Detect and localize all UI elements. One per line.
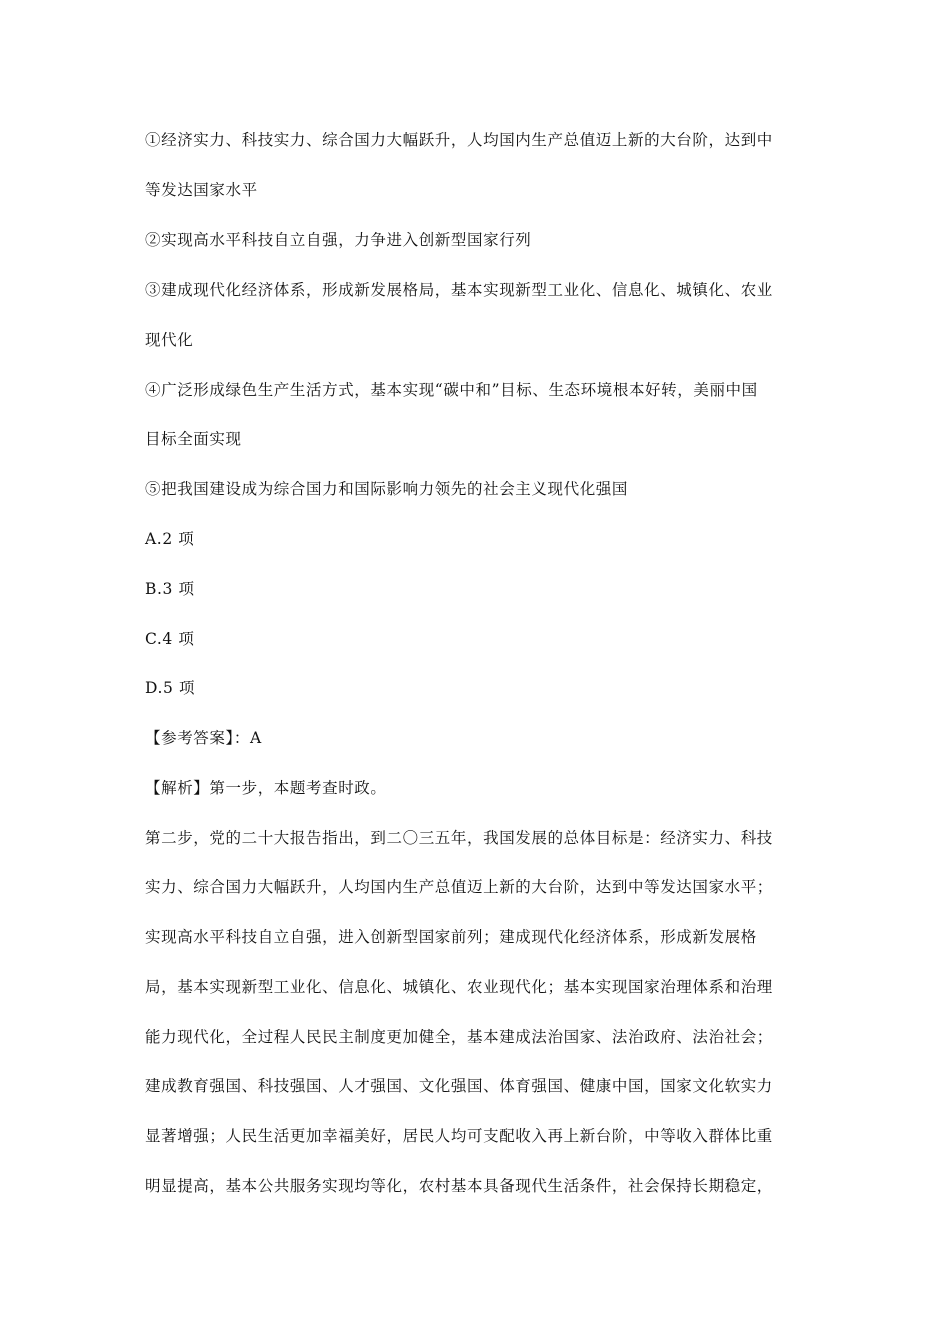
analysis-line-4: 局，基本实现新型工业化、信息化、城镇化、农业现代化；基本实现国家治理体系和治理 xyxy=(145,978,773,996)
analysis-line-3: 实现高水平科技自立自强，进入创新型国家前列；建成现代化经济体系，形成新发展格 xyxy=(145,928,757,946)
statement-4-line-2: 目标全面实现 xyxy=(145,430,242,448)
option-d: D.5 项 xyxy=(145,679,196,697)
statement-3-line-2: 现代化 xyxy=(145,331,194,349)
statement-1-line-1: ①经济实力、科技实力、综合国力大幅跃升，人均国内生产总值迈上新的大台阶，达到中 xyxy=(145,131,773,149)
statement-1-line-2: 等发达国家水平 xyxy=(145,181,258,199)
analysis-heading: 【解析】第一步，本题考查时政。 xyxy=(145,779,387,797)
statement-2: ②实现高水平科技自立自强，力争进入创新型国家行列 xyxy=(145,231,532,249)
statement-3-line-1: ③建成现代化经济体系，形成新发展格局，基本实现新型工业化、信息化、城镇化、农业 xyxy=(145,281,773,299)
statement-5: ⑤把我国建设成为综合国力和国际影响力领先的社会主义现代化强国 xyxy=(145,480,629,498)
analysis-line-8: 明显提高，基本公共服务实现均等化，农村基本具备现代生活条件，社会保持长期稳定， xyxy=(145,1177,773,1195)
analysis-line-5: 能力现代化，全过程人民民主制度更加健全，基本建成法治国家、法治政府、法治社会； xyxy=(145,1028,773,1046)
reference-answer: 【参考答案】：A xyxy=(145,729,262,747)
analysis-line-1: 第二步，党的二十大报告指出，到二〇三五年，我国发展的总体目标是：经济实力、科技 xyxy=(145,829,773,847)
analysis-line-7: 显著增强；人民生活更加幸福美好，居民人均可支配收入再上新台阶，中等收入群体比重 xyxy=(145,1127,773,1145)
option-b: B.3 项 xyxy=(145,580,195,598)
analysis-line-6: 建成教育强国、科技强国、人才强国、文化强国、体育强国、健康中国，国家文化软实力 xyxy=(145,1077,773,1095)
statement-4-line-1: ④广泛形成绿色生产生活方式，基本实现“碳中和”目标、生态环境根本好转，美丽中国 xyxy=(145,381,758,399)
option-a: A.2 项 xyxy=(145,530,195,548)
analysis-line-2: 实力、综合国力大幅跃升，人均国内生产总值迈上新的大台阶，达到中等发达国家水平； xyxy=(145,878,773,896)
option-c: C.4 项 xyxy=(145,630,195,648)
